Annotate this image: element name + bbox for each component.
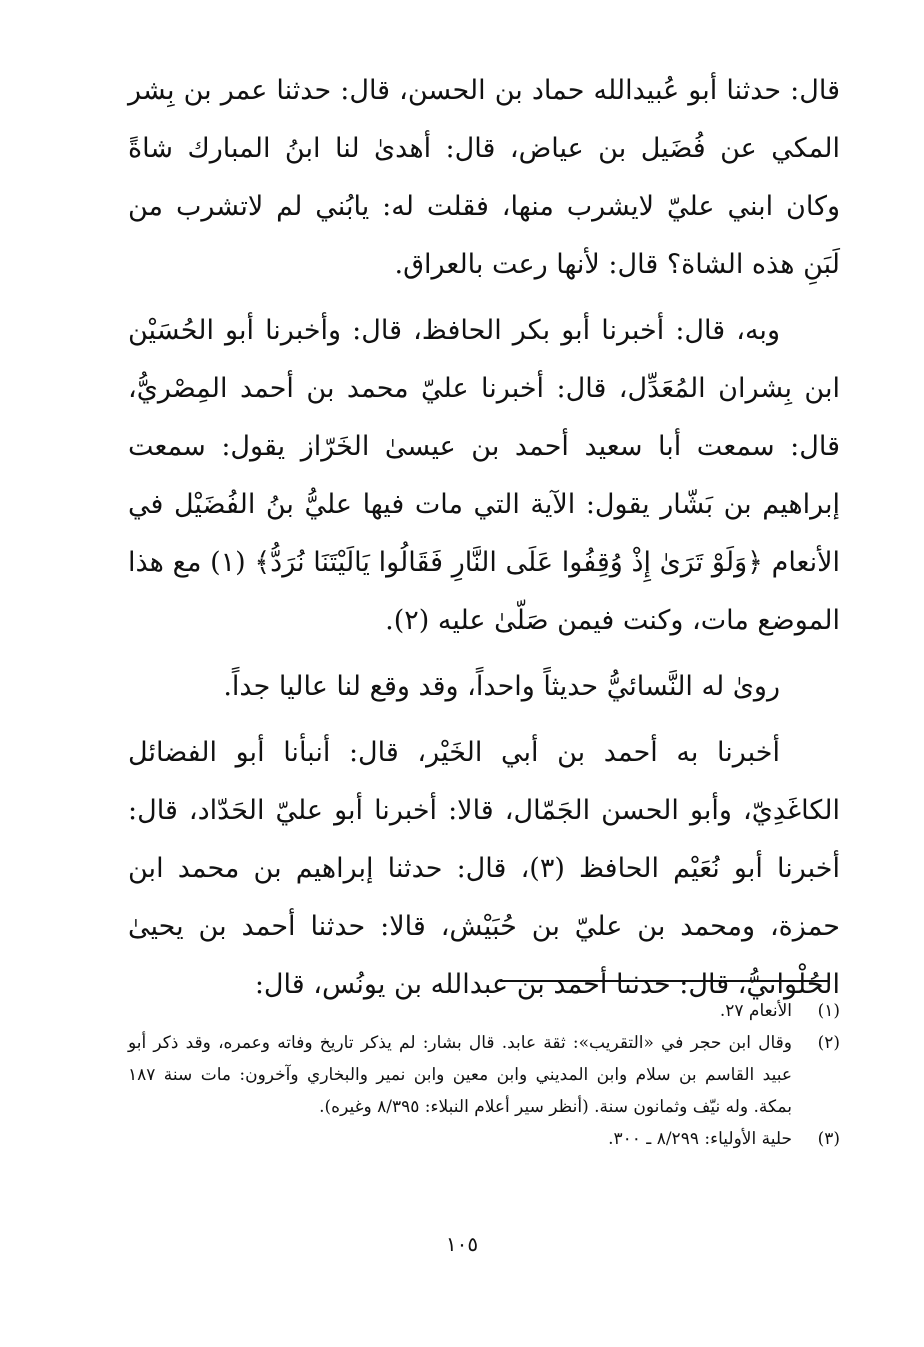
footnote-1 xyxy=(128,995,840,1027)
footnote-text: وقال ابن حجر في «التقريب»: ثقة عابد. قال بشار: لم يذكر تاريخ وفاته وعمره، وقد ذكر أبو عبيد القاسم بن سلام وابن المديني وابن معين وابن نمير والبخاري وآخرون: مات سنة ١٨٧ بمكة. وله نيّف وثمانون سنة. (أنظر سير أعلام النبلاء: ٨/٣٩٥ وغيره). xyxy=(128,1033,792,1117)
footnote-number: (٢) xyxy=(817,1033,840,1053)
paragraph-4: أخبرنا به أحمد بن أبي الخَيْر، قال: أنبأنا أبو الفضائل الكاغَدِيّ، وأبو الحسن الجَمّال، قالا: أخبرنا أبو عليّ الحَدّاد، قال: أخبرنا أبو نُعَيْم الحافظ (٣)، قال: حدثنا إبراهيم بن محمد ابن حمزة، ومحمد بن عليّ بن حُبَيْش، قالا: حدثنا أحمد بن يحيىٰ الحُلْوانيُّ، قال: حدثنا أحمد بن عبدالله بن يونُس، قال: xyxy=(128,737,840,1000)
footnotes xyxy=(128,995,840,1155)
footnote-number: (١) xyxy=(817,1001,840,1021)
footnote-text: حلية الأولياء: ٨/٢٩٩ ـ ٣٠٠. xyxy=(608,1129,792,1149)
footnote-2 xyxy=(128,1027,840,1123)
paragraph-3: روىٰ له النَّسائيُّ حديثاً واحداً، وقد وقع لنا عاليا جداً. xyxy=(223,671,780,702)
page-number: ١٠٥ xyxy=(445,1232,479,1256)
footnote-text: الأنعام ٢٧. xyxy=(719,1001,792,1021)
paragraph-1: قال: حدثنا أبو عُبيدالله حماد بن الحسن، قال: حدثنا عمر بن بِشر المكي عن فُضَيل بن عياض، قال: أهدىٰ لنا ابنُ المبارك شاةً وكان ابني عليّ لايشرب منها، فقلت له: يابُني لم لاتشرب من لَبَنِ هذه الشاة؟ قال: لأنها رعت بالعراق. xyxy=(128,75,840,280)
footnote-divider xyxy=(500,980,828,982)
footnote-3 xyxy=(128,1123,840,1155)
main-text xyxy=(128,62,840,1014)
paragraph-2: وبه، قال: أخبرنا أبو بكر الحافظ، قال: وأخبرنا أبو الحُسَيْن ابن بِشران المُعَدِّل، قال: أخبرنا عليّ محمد بن أحمد المِصْريُّ، قال: سمعت أبا سعيد أحمد بن عيسىٰ الخَرّاز يقول: سمعت إبراهيم بن بَشّار يقول: الآية التي مات فيها عليُّ بنُ الفُضَيْل في الأنعام ﴿وَلَوْ تَرَىٰ إِذْ وُقِفُوا عَلَى النَّارِ فَقَالُوا يَالَيْتَنَا نُرَدُّ﴾ (١) مع هذا الموضع مات، وكنت فيمن صَلّىٰ عليه (٢). xyxy=(128,315,840,636)
footnote-number: (٣) xyxy=(817,1129,840,1149)
